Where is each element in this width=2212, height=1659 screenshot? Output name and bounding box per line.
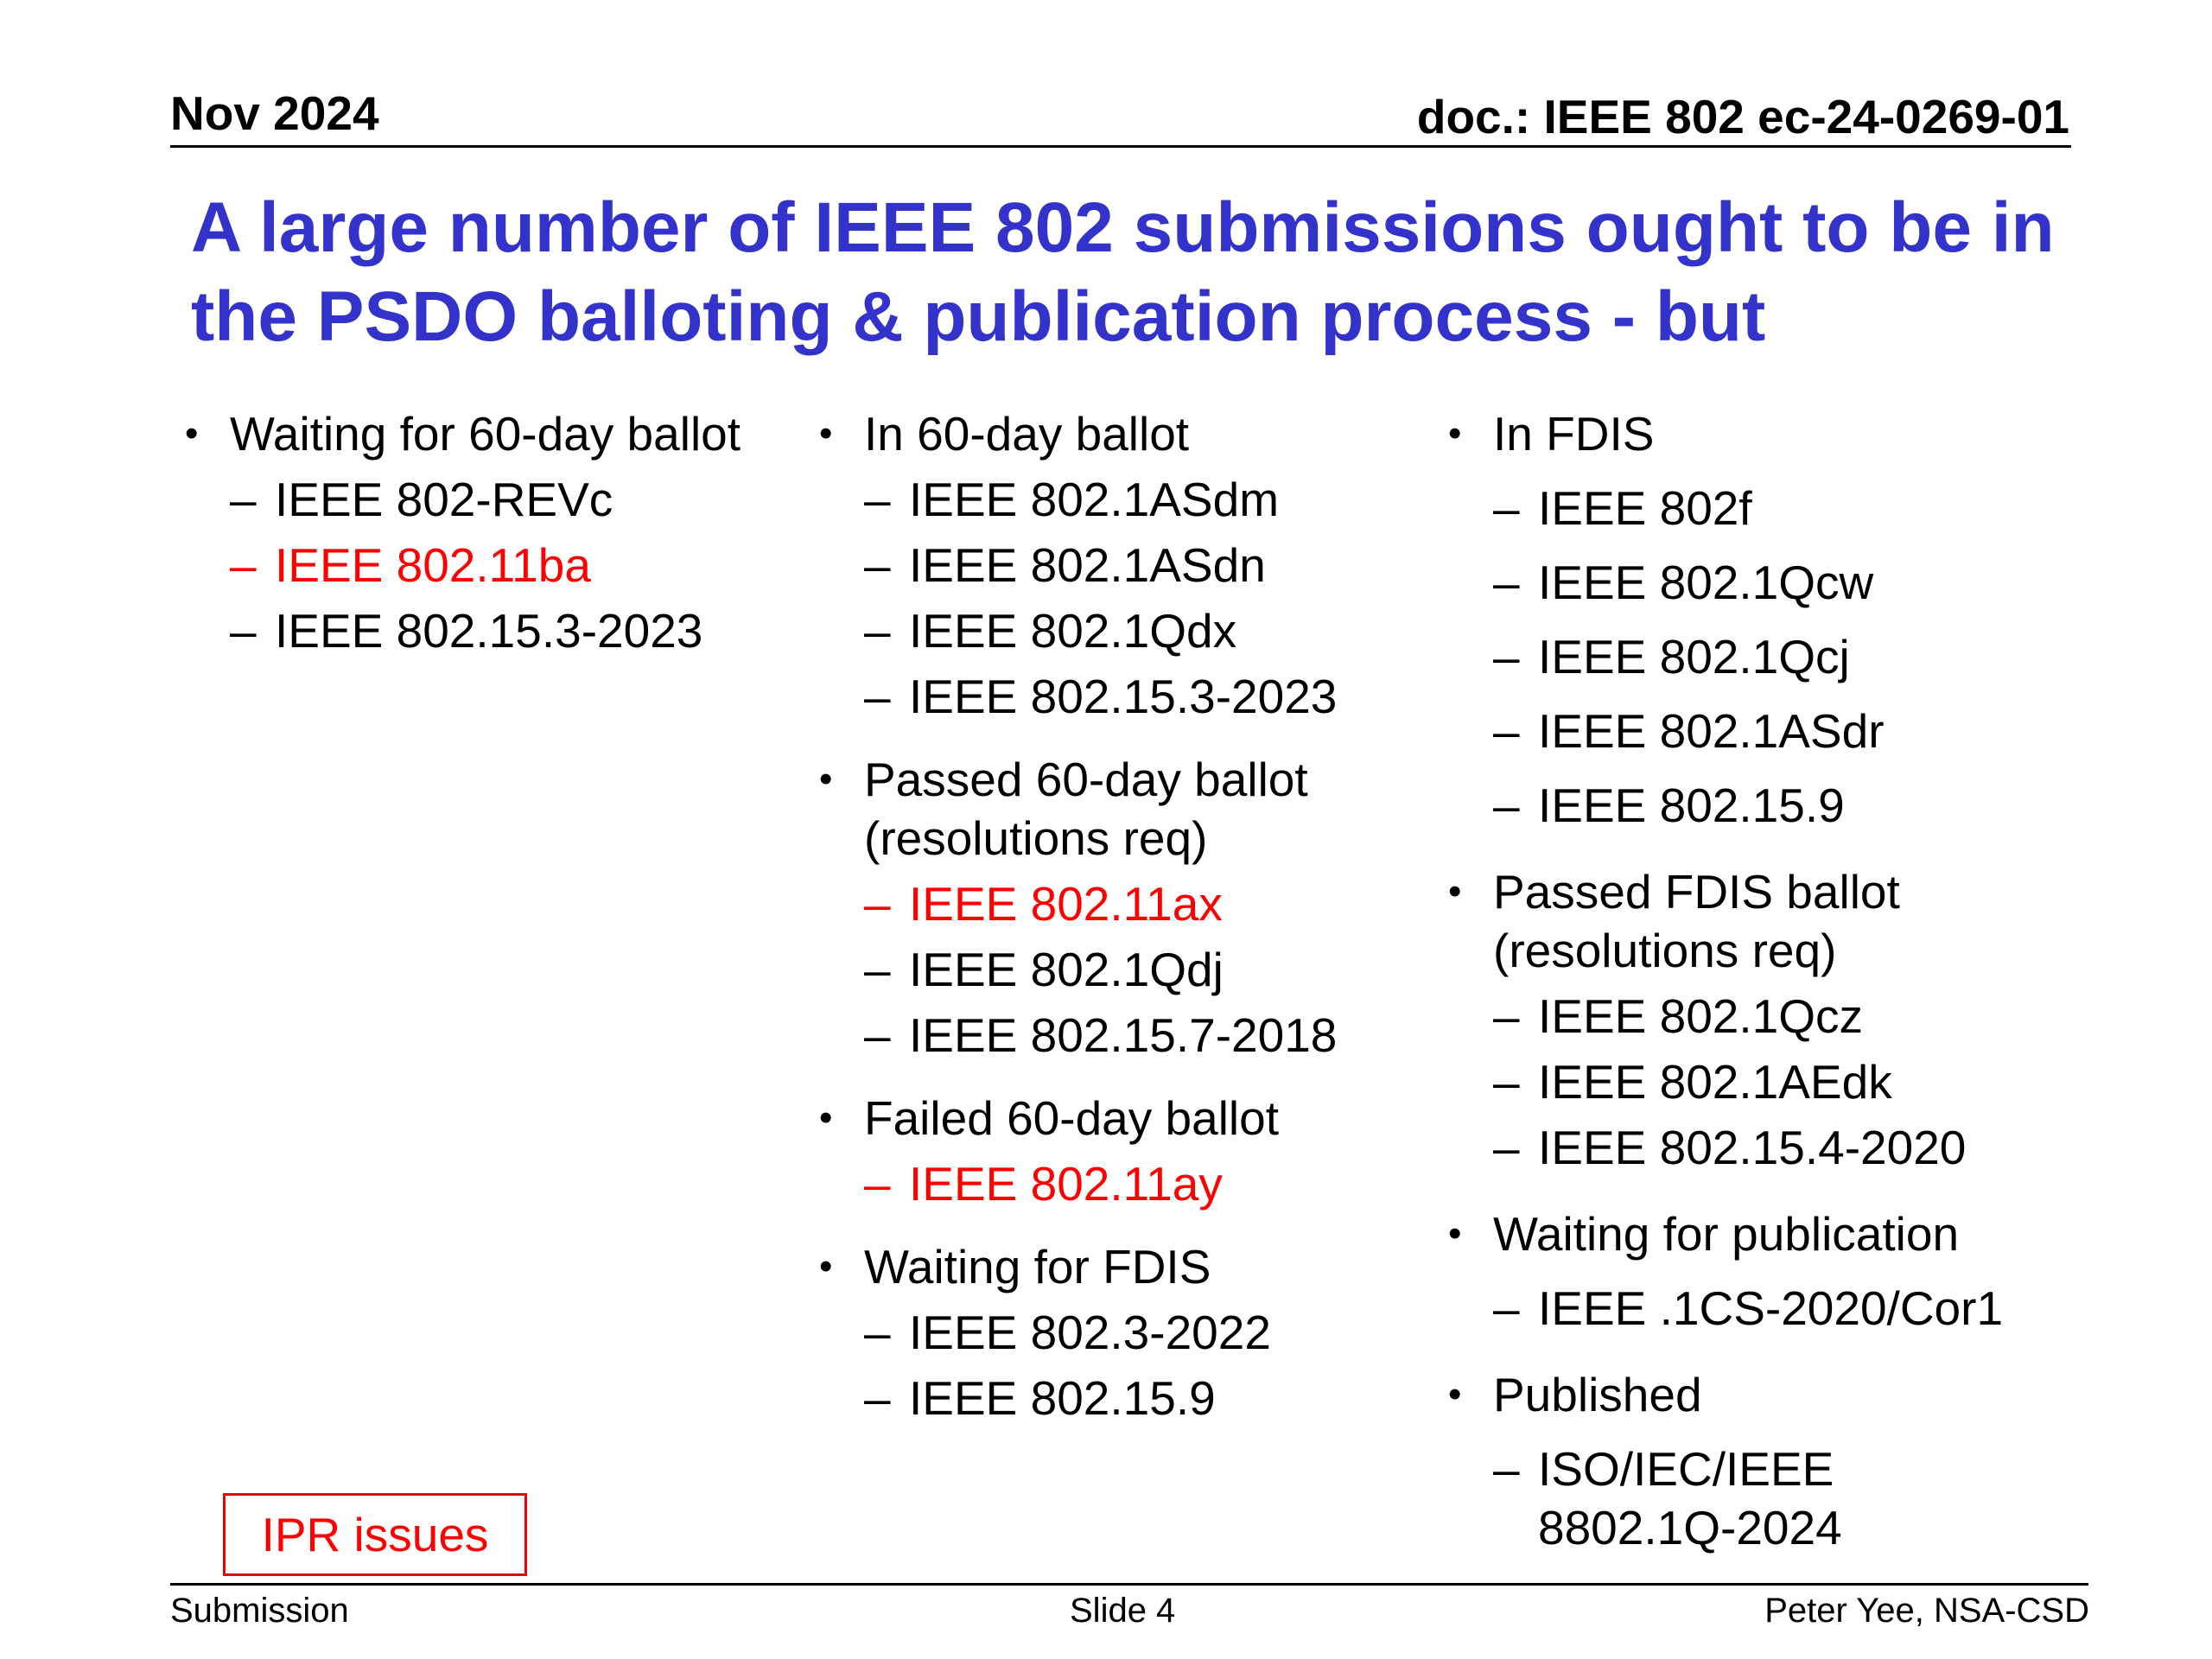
section-heading: Failed 60-day ballot — [864, 1091, 1280, 1145]
list-item: – IEEE 802.1ASdn — [816, 536, 1438, 594]
list-item: – IEEE 802.11ba — [181, 536, 804, 594]
section-failed-60day — [816, 1089, 1438, 1213]
section-heading-note: (resolutions req) — [1493, 924, 1837, 977]
header-date: Nov 2024 — [170, 86, 379, 140]
list-item: – IEEE 802.1Qdj — [816, 940, 1438, 999]
list-item: – IEEE 802.15.3-2023 — [816, 667, 1438, 726]
section-heading: • Passed 60-day ballot — [864, 753, 1308, 806]
section-heading: In FDIS — [1493, 407, 1655, 461]
list-item: – IEEE 802.11ay — [816, 1154, 1438, 1213]
column-in-ballot — [816, 404, 1438, 1427]
list-item: – IEEE 802.15.9 — [816, 1369, 1438, 1427]
column-waiting — [181, 404, 804, 660]
section-heading: • Passed FDIS ballot — [1493, 865, 1900, 918]
section-passed-60day — [816, 750, 1438, 1065]
list-item: – IEEE .1CS-2020/Cor1 — [1445, 1279, 2067, 1338]
section-in-60day — [816, 404, 1438, 726]
section-waiting-fdis — [816, 1237, 1438, 1427]
section-heading: Waiting for publication — [1493, 1207, 1960, 1261]
column-fdis — [1445, 404, 2067, 1557]
list-item-line: 8802.1Q-2024 — [1538, 1501, 1842, 1554]
list-item-line: – ISO/IEC/IEEE — [1538, 1442, 1834, 1496]
section-heading-note: (resolutions req) — [864, 811, 1208, 865]
list-item: – IEEE 802.1AEdk — [1445, 1052, 2067, 1111]
section-heading: Waiting for FDIS — [864, 1240, 1211, 1294]
list-item: – IEEE 802.1ASdr — [1445, 702, 2067, 760]
list-item: – IEEE 802.1ASdm — [816, 470, 1438, 529]
header-doc-id: doc.: IEEE 802 ec-24-0269-01 — [1416, 90, 2069, 143]
list-item: – IEEE 802.15.3-2023 — [181, 601, 804, 660]
slide-title: A large number of IEEE 802 submissions ought to be in the PSDO balloting & publication process - but — [191, 188, 2055, 356]
list-item: – IEEE 802.15.4-2020 — [1445, 1118, 2067, 1177]
footer-submission: Submission — [170, 1592, 349, 1630]
list-item: – IEEE 802f — [1445, 479, 2067, 537]
section-published — [1445, 1365, 2067, 1557]
list-item: – IEEE 802.1Qcj — [1445, 627, 2067, 686]
list-item: – IEEE 802.15.9 — [1445, 776, 2067, 835]
list-item: – IEEE 802.1Qdx — [816, 601, 1438, 660]
header-rule — [170, 145, 2071, 148]
section-heading: Published — [1493, 1368, 1702, 1421]
section-in-fdis — [1445, 404, 2067, 835]
section-heading: Waiting for 60-day ballot — [230, 407, 741, 461]
section-passed-fdis — [1445, 862, 2067, 1177]
list-item: – IEEE 802.11ax — [816, 874, 1438, 933]
list-item: – IEEE 802.1Qcw — [1445, 553, 2067, 612]
footer-author: Peter Yee, NSA-CSD — [1764, 1592, 2089, 1630]
ipr-issues-callout: IPR issues — [223, 1493, 527, 1576]
list-item — [1445, 1440, 2067, 1557]
footer-slide-number: Slide 4 — [1070, 1592, 1176, 1630]
list-item: – IEEE 802.15.7-2018 — [816, 1006, 1438, 1065]
list-item: – IEEE 802.1Qcz — [1445, 987, 2067, 1046]
section-waiting-60day — [181, 404, 804, 660]
section-heading: In 60-day ballot — [864, 407, 1190, 461]
footer-rule — [170, 1583, 2088, 1586]
list-item: – IEEE 802.3-2022 — [816, 1303, 1438, 1362]
section-waiting-publication — [1445, 1205, 2067, 1338]
list-item: – IEEE 802-REVc — [181, 470, 804, 529]
